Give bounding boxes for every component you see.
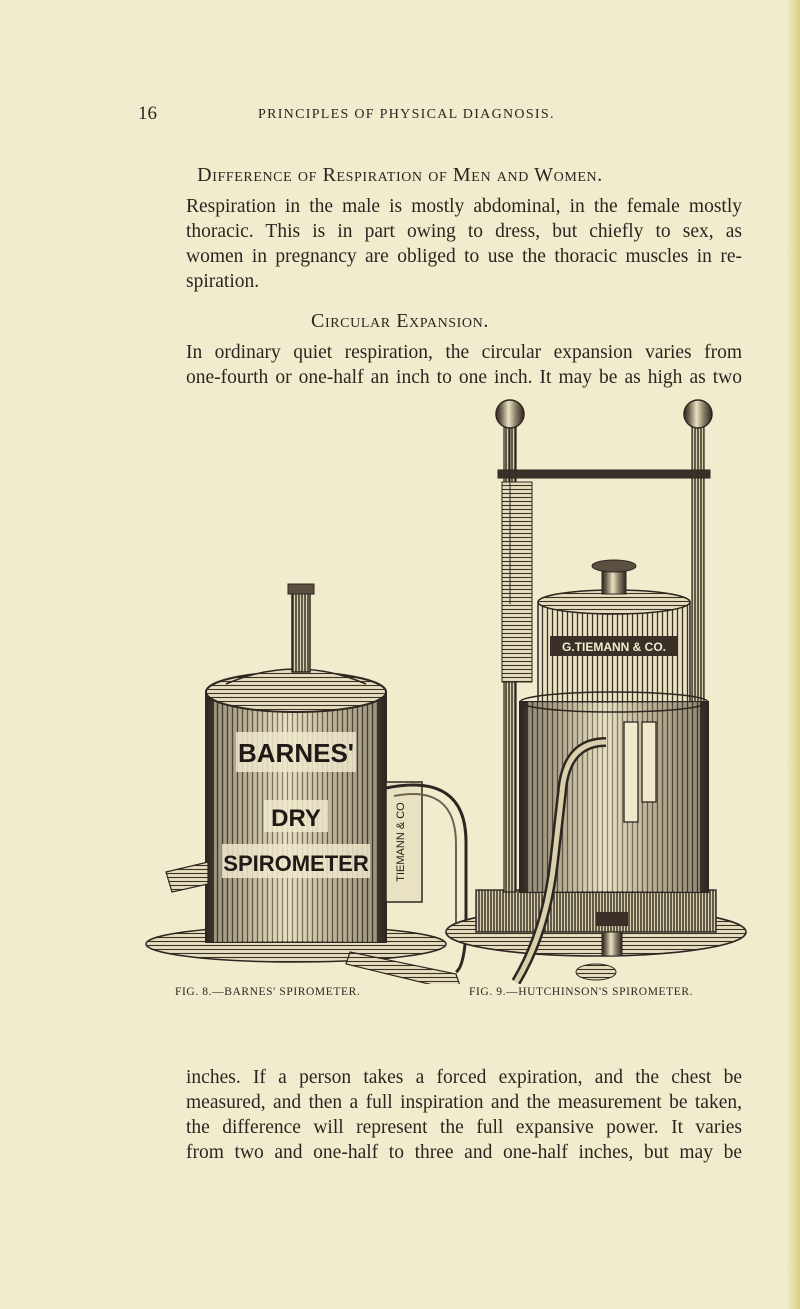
- paragraph-line: inches. If a person takes a forced expiration, and the chest be: [186, 1067, 742, 1088]
- paragraph-continuation: [186, 1065, 742, 1165]
- section-heading-respiration: Difference of Respiration of Men and Women.: [197, 164, 603, 186]
- paragraph-line: women in pregnancy are obliged to use the thoracic muscles in re-: [186, 246, 742, 267]
- barnes-label-line: BARNES': [238, 738, 354, 768]
- barnes-spirometer-drawing: [146, 584, 466, 984]
- figure-8-caption: FIG. 8.—BARNES' SPIROMETER.: [175, 986, 361, 998]
- paragraph-respiration: [186, 194, 742, 294]
- paragraph-line: from two and one-half to three and one-half inches, but may be: [186, 1142, 742, 1163]
- barnes-label-line: SPIROMETER: [223, 851, 369, 876]
- paragraph-line: In ordinary quiet respiration, the circular expansion varies from: [186, 342, 742, 363]
- paragraph-circular-expansion: [186, 340, 742, 390]
- paragraph-line: spiration.: [186, 271, 260, 292]
- hutchinson-spirometer-drawing: [446, 400, 746, 982]
- figure-9-caption: FIG. 9.—HUTCHINSON'S SPIROMETER.: [469, 986, 694, 998]
- paragraph-line: measured, and then a full inspiration and the measurement be taken,: [186, 1092, 742, 1113]
- hutchinson-maker-plate: G.TIEMANN & CO.: [562, 640, 666, 654]
- barnes-stamp: TIEMANN & CO: [395, 802, 407, 882]
- spirometer-illustrations: [136, 392, 756, 984]
- section-heading-circular-expansion: Circular Expansion.: [311, 310, 489, 332]
- barnes-label-line: DRY: [271, 805, 321, 832]
- page-number: 16: [138, 103, 157, 124]
- paragraph-line: Respiration in the male is mostly abdominal, in the female mostly: [186, 196, 742, 217]
- paragraph-line: the difference will represent the full expansive power. It varies: [186, 1117, 742, 1138]
- running-title: PRINCIPLES OF PHYSICAL DIAGNOSIS.: [258, 107, 555, 122]
- page-edge-shadow: [786, 0, 800, 1309]
- paragraph-line: one-fourth or one-half an inch to one inch. It may be as high as two: [186, 367, 742, 388]
- paragraph-line: thoracic. This is in part owing to dress, but chiefly to sex, as: [186, 221, 742, 242]
